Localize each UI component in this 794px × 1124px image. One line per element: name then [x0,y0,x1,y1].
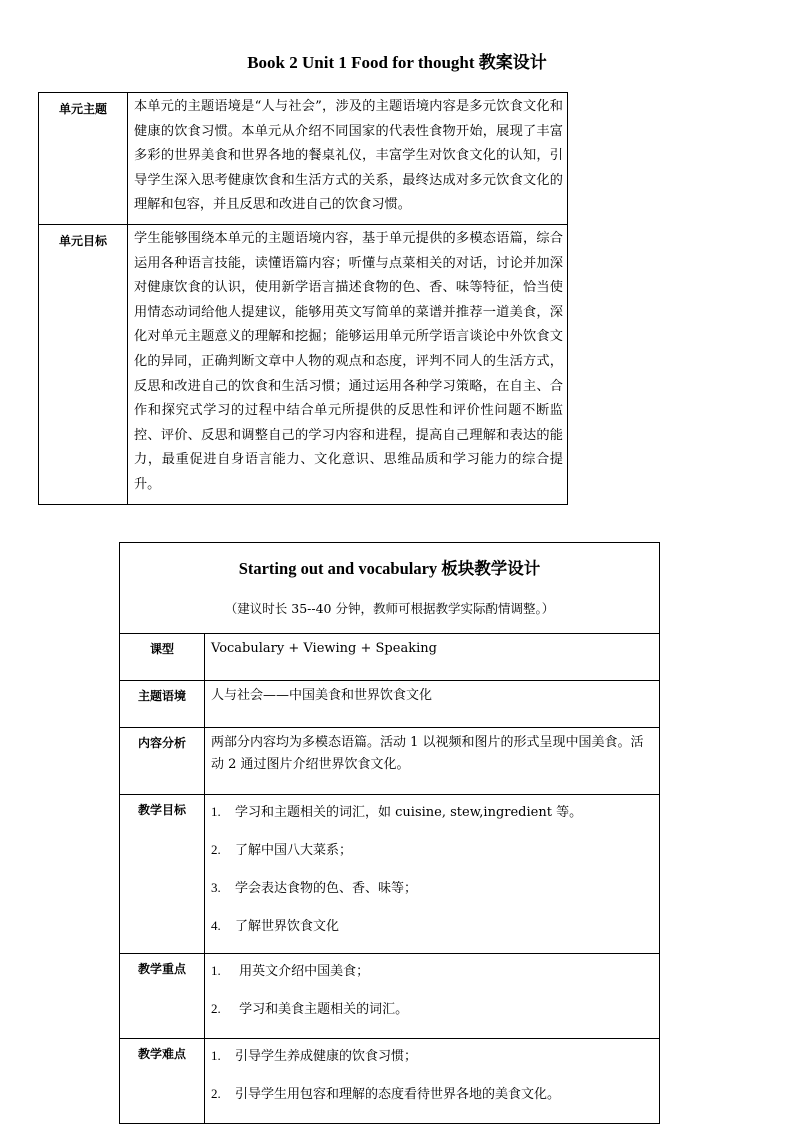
item-text: 引导学生用包容和理解的态度看待世界各地的美食文化。 [235,1087,561,1102]
table-row [120,634,660,681]
item-text: 引导学生养成健康的饮食习惯； [235,1049,418,1064]
list-item [211,839,653,862]
item-number: 1. [211,1048,221,1063]
list-item [211,998,653,1021]
item-text: 两部分内容均为多模态语篇。活动 1 以视频和图片的形式呈现中国美食。活动 2 通过图片介绍世界饮食文化。 [211,735,644,772]
unit-overview-table [38,92,568,505]
table-row [120,681,660,728]
teaching-difficulty-content [205,1039,660,1124]
teaching-goals-content [205,795,660,954]
item-text: 了解世界饮食文化 [235,919,340,934]
item-text: Vocabulary + Viewing + Speaking [211,641,437,656]
unit-theme-label: 单元主题 [39,93,128,225]
item-number: 2. [211,842,221,857]
document-title: Book 2 Unit 1 Food for thought 教案设计 [247,53,547,72]
table-row [120,954,660,1039]
theme-context-label: 主题语境 [120,681,205,728]
list-item [211,638,653,660]
content-analysis-label: 内容分析 [120,728,205,795]
list-item [211,801,653,824]
table-row [39,93,568,225]
theme-context-content [205,681,660,728]
list-item [211,1045,653,1068]
item-text: 了解中国八大菜系； [235,843,353,858]
table-row [39,224,568,504]
item-text: 人与社会——中国美食和世界饮食文化 [211,688,433,703]
item-text: 学习和美食主题相关的词汇。 [235,1002,409,1017]
lesson-rows [120,634,660,1124]
item-number: 1. [211,804,221,819]
lesson-header-cell [120,543,660,634]
list-item [211,915,653,938]
item-text: 用英文介绍中国美食； [235,964,370,979]
unit-goal-label: 单元目标 [39,224,128,504]
content-analysis-content [205,728,660,795]
duration-hint: （建议时长 35--40 分钟，教师可根据教学实际酌情调整。） [224,601,555,616]
list-item [211,960,653,983]
item-number: 2. [211,1086,221,1101]
unit-theme-text: 本单元的主题语境是“人与社会”，涉及的主题语境内容是多元饮食文化和健康的饮食习惯。本单元从介绍不同国家的代表性食物开始，展现了丰富多彩的世界美食和世界各地的餐桌礼仪，丰富学生对饮食文化的认知，引导学生深入思考健康饮食和生活方式的关系，最终达成对多元饮食文化的理解和包容，并且反思和改进自己的饮食习惯。 [128,93,568,225]
item-number: 4. [211,918,221,933]
list-item [211,732,653,776]
item-text: 学习和主题相关的词汇，如 cuisine, stew,ingredient 等。 [235,805,583,820]
lesson-design-table [119,542,660,1124]
list-item [211,877,653,900]
table-row [120,543,660,634]
list-item [211,685,653,707]
list-item [211,1083,653,1106]
item-text: 学会表达食物的色、香、味等； [235,881,418,896]
teaching-focus-label: 教学重点 [120,954,205,1039]
lesson-title: Starting out and vocabulary 板块教学设计 [238,559,541,578]
lesson-type-content [205,634,660,681]
teaching-difficulty-label: 教学难点 [120,1039,205,1124]
table-row [120,795,660,954]
lesson-type-label: 课型 [120,634,205,681]
table-row [120,1039,660,1124]
item-number: 2. [211,1001,221,1016]
teaching-focus-content [205,954,660,1039]
item-number: 3. [211,880,221,895]
item-number: 1. [211,963,221,978]
unit-goal-text: 学生能够围绕本单元的主题语境内容，基于单元提供的多模态语篇，综合运用各种语言技能，读懂语篇内容；听懂与点菜相关的对话，讨论并加深对健康饮食的认识，使用新学语言描述食物的色、香、味等特征，恰当使用情态动词给他人提建议，能够用英文写简单的菜谱并推荐一道美食，深化对单元主题意义的理解和挖掘；能够运用单元所学语言谈论中外饮食文化的异同，正确判断文章中人物的观点和态度，评判不同人的生活方式，反思和改进自己的饮食和生活习惯；通过运用各种学习策略，在自主、合作和探究式学习的过程中结合单元所提供的反思性和评价性问题不断监控、评价、反思和调整自己的学习内容和进程，提高自己理解和表达的能力，最重促进自身语言能力、文化意识、思维品质和学习能力的综合提升。 [128,224,568,504]
teaching-goals-label: 教学目标 [120,795,205,954]
table-row [120,728,660,795]
